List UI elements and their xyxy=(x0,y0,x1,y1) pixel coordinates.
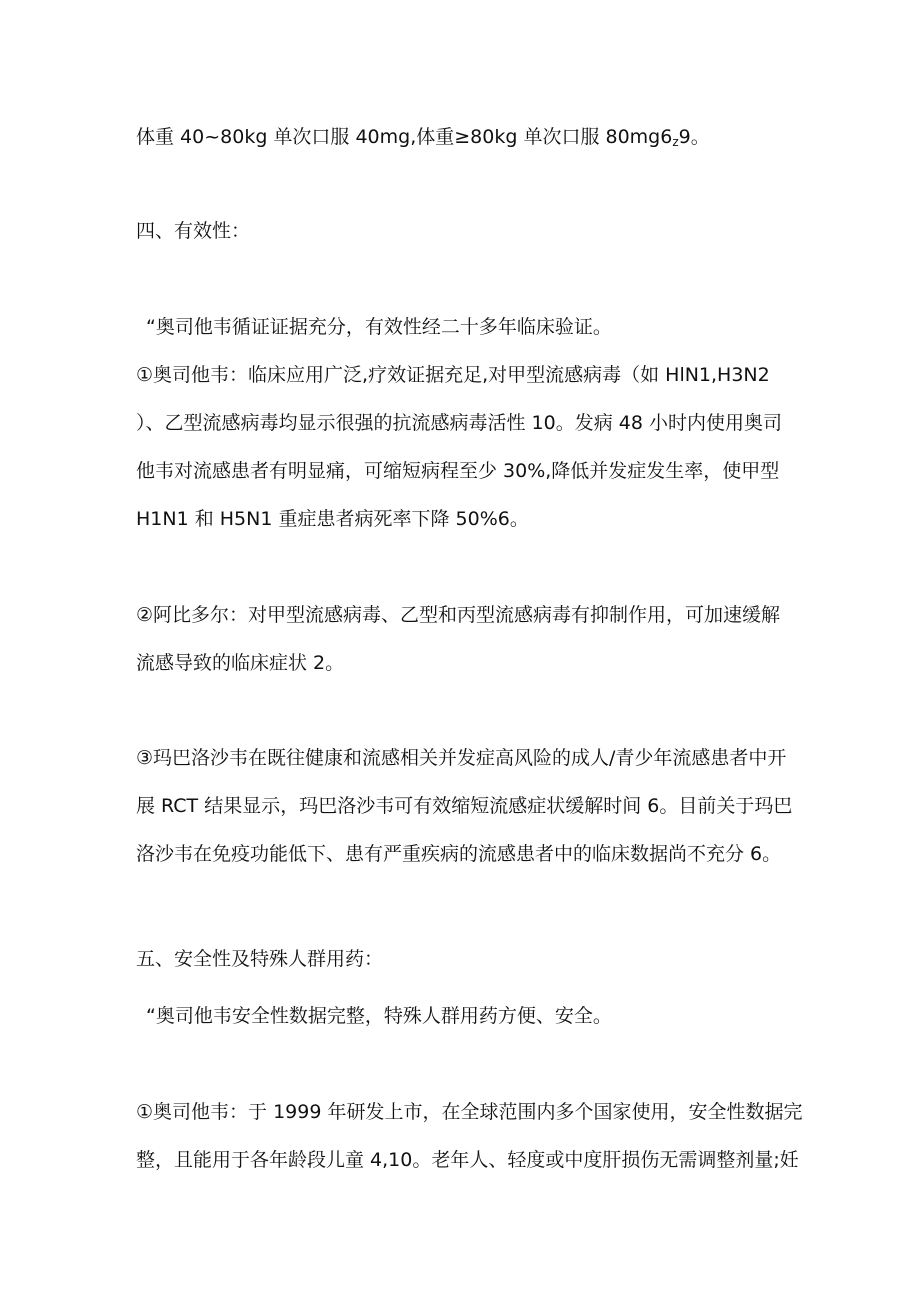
oseltamivir-safety-line-2: 整，且能用于各年龄段儿童 4,10。老年人、轻度或中度肝损伤无需调整剂量;妊 xyxy=(136,1149,799,1171)
dosage-subscript: z xyxy=(672,135,679,149)
baloxavir-efficacy-line-2: 展 RCT 结果显示，玛巴洛沙韦可有效缩短流感症状缓解时间 6。目前关于玛巴 xyxy=(136,795,793,817)
dosage-line xyxy=(136,125,816,154)
arbidol-efficacy-line-2: 流感导致的临床症状 2。 xyxy=(136,652,345,674)
oseltamivir-efficacy-line-3: 他韦对流感患者有明显痛，可缩短病程至少 30%,降低并发症发生率，使甲型 xyxy=(136,460,780,482)
arbidol-efficacy-line-1: ②阿比多尔：对甲型流感病毒、乙型和丙型流感病毒有抑制作用，可加速缓解 xyxy=(136,604,781,626)
oseltamivir-safety-line-1: ①奥司他韦：于 1999 年研发上市，在全球范围内多个国家使用，安全性数据完 xyxy=(136,1101,803,1123)
safety-summary: “奥司他韦安全性数据完整，特殊人群用药方便、安全。 xyxy=(146,1005,612,1027)
efficacy-summary: “奥司他韦循证证据充分，有效性经二十多年临床验证。 xyxy=(146,316,612,338)
oseltamivir-efficacy-line-1: ①奥司他韦：临床应用广泛,疗效证据充足,对甲型流感病毒（如 HlN1,H3N2 xyxy=(136,364,770,386)
oseltamivir-efficacy-line-2: ）、乙型流感病毒均显示很强的抗流感病毒活性 10。发病 48 小时内使用奥司 xyxy=(136,412,782,434)
section-heading-safety: 五、安全性及特殊人群用药： xyxy=(136,948,384,970)
baloxavir-efficacy-line-1: ③玛巴洛沙韦在既往健康和流感相关并发症高风险的成人/青少年流感患者中开 xyxy=(136,747,787,769)
baloxavir-efficacy-line-3: 洛沙韦在免疫功能低下、患有严重疾病的流感患者中的临床数据尚不充分 6。 xyxy=(136,843,782,865)
oseltamivir-efficacy-line-4: H1N1 和 H5N1 重症患者病死率下降 50%6。 xyxy=(136,508,529,530)
dosage-tail: 9。 xyxy=(678,126,710,148)
dosage-text: 体重 40~80kg 单次口服 40mg,体重≥80kg 单次口服 80mg6 xyxy=(136,126,673,148)
section-heading-efficacy: 四、有效性： xyxy=(136,220,251,242)
